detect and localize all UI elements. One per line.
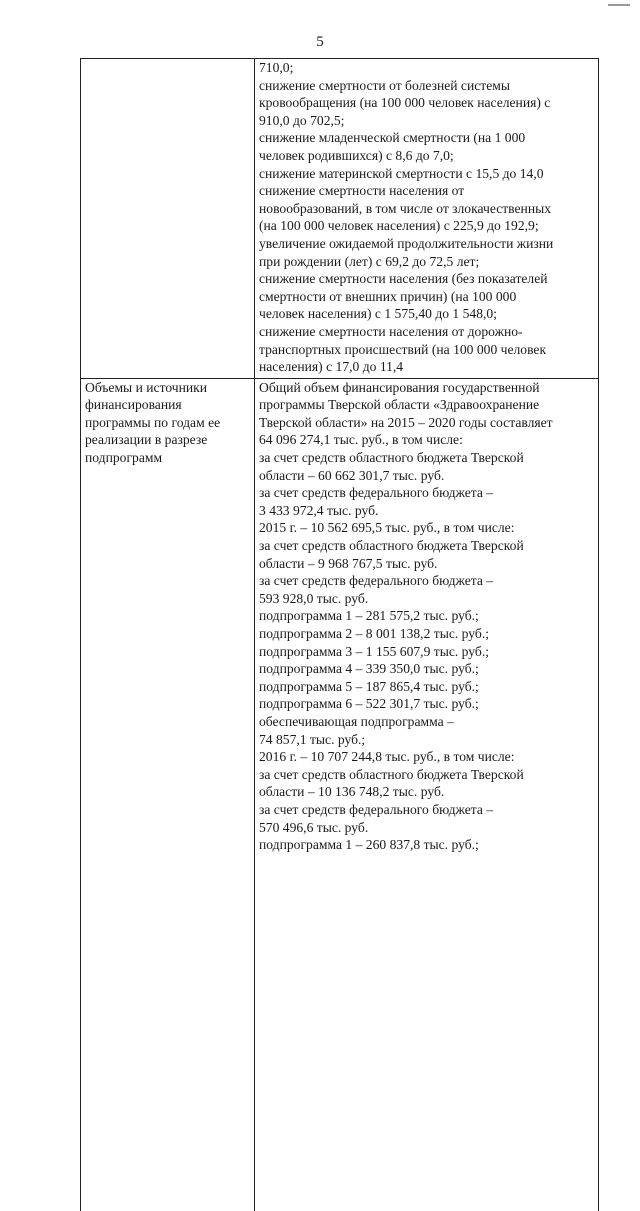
financing-line: подпрограмма 3 – 1 155 607,9 тыс. руб.; (259, 643, 490, 659)
row2-label-cell (81, 378, 255, 1211)
indicator-line: снижение смертности от болезней системы (259, 77, 510, 93)
indicator-line: новообразований, в том числе от злокачественных (259, 200, 552, 216)
label-line: финансирования (85, 397, 182, 413)
row1-lines (259, 59, 595, 376)
table-row-indicators (81, 59, 599, 379)
financing-line: 2015 г. – 10 562 695,5 тыс. руб., в том числе: (259, 520, 515, 536)
financing-line: за счет средств федерального бюджета – (259, 485, 494, 501)
financing-line: 570 496,6 тыс. руб. (259, 819, 369, 835)
indicator-line: смертности от внешних причин) (на 100 000 (259, 288, 517, 304)
financing-line: области – 9 968 767,5 тыс. руб. (259, 555, 438, 571)
financing-line: подпрограмма 1 – 260 837,8 тыс. руб.; (259, 837, 479, 853)
indicator-line: кровообращения (на 100 000 человек населения) с (259, 95, 551, 111)
label-line: программы по годам ее (85, 414, 221, 430)
indicator-line: снижение смертности населения от дорожно- (259, 323, 523, 339)
indicator-line: 910,0 до 702,5; (259, 112, 345, 128)
indicator-line: при рождении (лет) с 69,2 до 72,5 лет; (259, 253, 480, 269)
indicator-line: человек населения) с 1 575,40 до 1 548,0; (259, 306, 497, 322)
financing-line: Тверской области» на 2015 – 2020 годы составляет (259, 414, 553, 430)
indicator-line: человек родившихся) с 8,6 до 7,0; (259, 147, 454, 163)
financing-line: 64 096 274,1 тыс. руб., в том числе: (259, 432, 463, 448)
financing-line: 2016 г. – 10 707 244,8 тыс. руб., в том числе: (259, 749, 515, 765)
label-line: Объемы и источники (85, 379, 208, 395)
indicator-line: (на 100 000 человек населения) с 225,9 до 192,9; (259, 218, 539, 234)
financing-line: за счет средств областного бюджета Тверской (259, 766, 524, 782)
table-row-financing (81, 378, 599, 1211)
financing-line: программы Тверской области «Здравоохранение (259, 397, 540, 413)
row2-content-cell (255, 378, 599, 1211)
financing-lines (259, 379, 595, 854)
financing-line: за счет средств федерального бюджета – (259, 573, 494, 589)
financing-line: области – 10 136 748,2 тыс. руб. (259, 784, 445, 800)
scan-corner-mark (608, 4, 630, 6)
indicator-line: населения) с 17,0 до 11,4 (259, 359, 404, 375)
indicator-line: снижение материнской смертности с 15,5 до 14,0 (259, 165, 544, 181)
financing-line: подпрограмма 6 – 522 301,7 тыс. руб.; (259, 696, 479, 712)
indicator-line: снижение смертности населения от (259, 183, 465, 199)
indicator-line: снижение смертности населения (без показателей (259, 271, 548, 287)
passport-table (80, 58, 599, 1211)
financing-line: обеспечивающая подпрограмма – (259, 713, 454, 729)
financing-line: 593 928,0 тыс. руб. (259, 590, 369, 606)
financing-line: 74 857,1 тыс. руб.; (259, 731, 366, 747)
page-number: 5 (316, 34, 324, 50)
indicator-line: снижение младенческой смертности (на 1 000 (259, 130, 526, 146)
indicator-line: увеличение ожидаемой продолжительности жизни (259, 235, 554, 251)
financing-line: подпрограмма 2 – 8 001 138,2 тыс. руб.; (259, 626, 490, 641)
financing-line: Общий объем финансирования государственной (259, 379, 540, 395)
financing-line: за счет средств областного бюджета Тверской (259, 538, 524, 554)
row1-content-cell (255, 59, 599, 379)
financing-line: за счет средств областного бюджета Тверской (259, 450, 524, 466)
label-line: реализации в разрезе (85, 432, 208, 448)
financing-line: 3 433 972,4 тыс. руб. (259, 502, 379, 518)
financing-line: подпрограмма 1 – 281 575,2 тыс. руб.; (259, 608, 479, 624)
indicator-line: транспортных происшествий (на 100 000 человек (259, 341, 547, 357)
financing-line: области – 60 662 301,7 тыс. руб. (259, 467, 445, 483)
financing-line: подпрограмма 5 – 187 865,4 тыс. руб.; (259, 678, 479, 694)
label-line: подпрограмм (85, 450, 163, 466)
financing-line: подпрограмма 4 – 339 350,0 тыс. руб.; (259, 661, 479, 677)
row1-label-cell (81, 59, 255, 379)
indicator-line: 710,0; (259, 60, 294, 75)
financing-line: за счет средств федерального бюджета – (259, 801, 494, 817)
financing-label (85, 379, 251, 467)
